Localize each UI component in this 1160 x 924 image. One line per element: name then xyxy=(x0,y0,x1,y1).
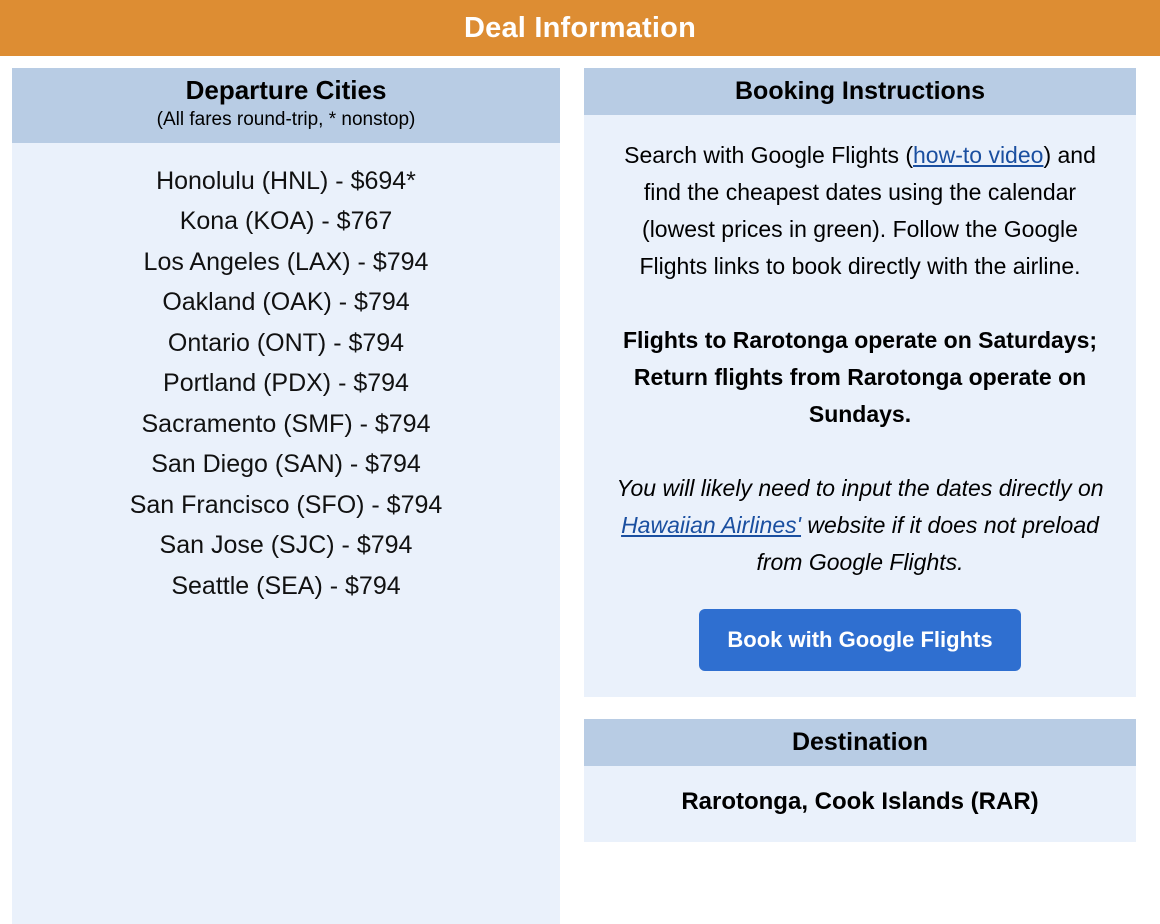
departure-cities-subtitle: (All fares round-trip, * nonstop) xyxy=(156,108,416,130)
content-columns xyxy=(0,56,1160,924)
hawaiian-airlines-link[interactable]: Hawaiian Airlines' xyxy=(621,511,802,538)
book-with-google-flights-button[interactable]: Book with Google Flights xyxy=(699,609,1020,671)
list-item: Ontario (ONT) - $794 xyxy=(167,328,405,357)
booking-instructions-header xyxy=(584,68,1136,115)
booking-intro-paragraph xyxy=(610,137,1110,285)
flight-schedule-note: Flights to Rarotonga operate on Saturdays; Return flights from Rarotonga operate on Sundays. xyxy=(622,326,1098,427)
list-item: Oakland (OAK) - $794 xyxy=(162,288,410,317)
paragraph-spacer xyxy=(610,433,1110,470)
how-to-video-link[interactable]: how-to video xyxy=(913,141,1044,168)
departure-column xyxy=(12,68,560,924)
manual-dates-part2: website if it does not preload from Google Flights. xyxy=(756,511,1099,575)
paragraph-spacer xyxy=(610,285,1110,322)
destination-value: Rarotonga, Cook Islands (RAR) xyxy=(681,787,1039,815)
departure-cities-list xyxy=(12,143,560,607)
manual-dates-part1: You will likely need to input the dates directly on xyxy=(616,474,1104,501)
list-item: Portland (PDX) - $794 xyxy=(163,369,409,398)
destination-title: Destination xyxy=(791,727,929,756)
list-item: Los Angeles (LAX) - $794 xyxy=(143,247,429,276)
list-item: San Francisco (SFO) - $794 xyxy=(129,490,443,519)
departure-cities-panel xyxy=(12,68,560,924)
book-button-container xyxy=(610,609,1110,671)
booking-instructions-body xyxy=(584,115,1136,697)
list-item: Kona (KOA) - $767 xyxy=(179,207,393,236)
booking-instructions-title: Booking Instructions xyxy=(735,77,985,105)
list-item: San Jose (SJC) - $794 xyxy=(159,531,413,560)
booking-column xyxy=(584,68,1136,924)
departure-cities-header xyxy=(12,68,560,143)
destination-header xyxy=(584,719,1136,766)
booking-intro-part2: ) and find the cheapest dates using the calendar (lowest prices in green). Follow the Google Flights links to book directly with the airline. xyxy=(639,141,1096,279)
booking-instructions-panel xyxy=(584,68,1136,697)
list-item: San Diego (SAN) - $794 xyxy=(151,450,421,479)
departure-cities-title: Departure Cities xyxy=(185,75,387,105)
page-title: Deal Information xyxy=(0,0,1160,56)
booking-intro-part1: Search with Google Flights ( xyxy=(624,141,914,168)
manual-dates-note xyxy=(610,470,1110,581)
list-item: Seattle (SEA) - $794 xyxy=(171,571,401,600)
destination-panel xyxy=(584,719,1136,842)
list-item: Honolulu (HNL) - $694* xyxy=(156,166,416,195)
list-item: Sacramento (SMF) - $794 xyxy=(141,409,431,438)
